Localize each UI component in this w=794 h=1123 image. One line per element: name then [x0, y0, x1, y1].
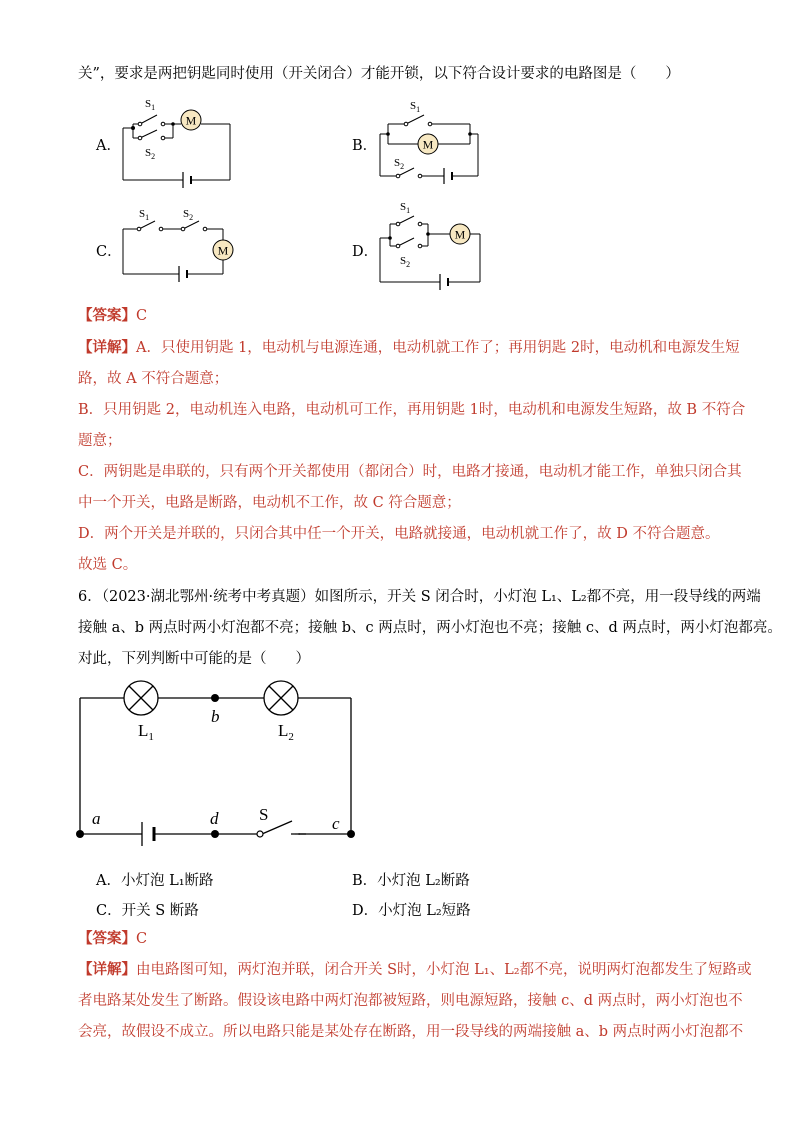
q5-stem: 关”，要求是两把钥匙同时使用（开关闭合）才能开锁，以下符合设计要求的电路图是（ ）	[78, 66, 680, 82]
svg-text:M: M	[454, 227, 466, 242]
choice-d: D．小灯泡 L₂短路	[352, 903, 471, 919]
svg-text:a: a	[92, 809, 101, 828]
svg-text:c: c	[332, 814, 340, 833]
motor-label: M	[185, 113, 197, 128]
option-b-label: B．	[352, 138, 378, 154]
svg-text:b: b	[211, 707, 220, 726]
q6-stem-line: 6．（2023·湖北鄂州·统考中考真题）如图所示，开关 S 闭合时，小灯泡 L₁、L₂都不亮，用一段导线的两端	[78, 589, 761, 605]
circuit-diagram-a	[115, 96, 240, 191]
svg-text:S1: $S_1$	[145, 98, 156, 112]
svg-text:S2: $S_2$	[394, 157, 405, 171]
svg-text:M: M	[422, 137, 434, 152]
svg-text:L2: $L_2$	[278, 721, 294, 743]
svg-text:M: M	[217, 243, 229, 258]
svg-text:L1: $L_1$	[138, 721, 154, 743]
svg-text:S2: $S_2$	[400, 255, 411, 269]
svg-text:S1: $S_1$	[139, 208, 150, 222]
q6-detail-line: 会亮，故假设不成立。所以电路只能是某处存在断路，用一段导线的两端接触 a、b 两点时两小灯泡都不	[78, 1024, 744, 1040]
option-c-label: C．	[96, 244, 122, 260]
q5-detail-line: 【详解】A．只使用钥匙 1，电动机与电源连通，电动机就工作了；再用钥匙 2时，电动机和电源发生短	[78, 339, 740, 356]
svg-text:d: d	[210, 809, 219, 828]
q5-detail-line: C．两钥匙是串联的，只有两个开关都使用（都闭合）时，电路才接通，电动机才能工作，单独只闭合其	[78, 464, 742, 480]
q6-detail-line: 【详解】由电路图可知，两灯泡并联，闭合开关 S时，小灯泡 L₁、L₂都不亮，说明两灯泡都发生了短路或	[78, 961, 752, 978]
circuit-diagram-d	[372, 198, 487, 290]
q5-detail-line: D．两个开关是并联的，只闭合其中任一个开关，电路就接通，电动机就工作了，故 D 不符合题意。	[78, 526, 720, 542]
option-a-label: A．	[96, 138, 121, 154]
choice-a: A．小灯泡 L₁断路	[96, 873, 214, 889]
q6-stem-line: 对此，下列判断中可能的是（ ）	[78, 651, 310, 667]
svg-text:S2: $S_2$	[145, 147, 156, 161]
svg-text:S1: $S_1$	[400, 201, 411, 215]
q6-detail-line: 者电路某处发生了断路。假设该电路中两灯泡都被短路，则电源短路，接触 c、d 两点时，两小灯泡也不	[78, 993, 743, 1009]
q5-detail-line: 中一个开关，电路是断路，电动机不工作，故 C 符合题意；	[78, 495, 461, 511]
svg-text:S1: $S_1$	[410, 100, 421, 114]
circuit-diagram-c	[115, 204, 240, 284]
q5-detail-line: 故选 C。	[78, 557, 138, 573]
q5-answer	[78, 306, 147, 326]
q5-detail-line: B．只用钥匙 2，电动机连入电路，电动机可工作，再用钥匙 1时，电动机和电源发生短路，故 B 不符合	[78, 402, 746, 418]
choice-b: B．小灯泡 L₂断路	[352, 873, 470, 889]
q5-detail-line: 题意；	[78, 433, 122, 449]
svg-text:S2: $S_2$	[183, 208, 194, 222]
q5-detail-line: 路，故 A 不符合题意；	[78, 371, 229, 387]
answer-tag: 【答案】	[78, 307, 136, 324]
answer-value: C	[136, 308, 148, 324]
q6-answer: 【答案】C	[78, 930, 148, 947]
choice-c: C．开关 S 断路	[96, 903, 199, 919]
option-d-label: D．	[352, 244, 379, 260]
svg-text:S: S	[259, 805, 269, 824]
q6-stem-line: 接触 a、b 两点时两小灯泡都不亮；接触 b、c 两点时，两小灯泡也不亮；接触 c、d 两点时，两小灯泡都亮。	[78, 620, 782, 636]
circuit-diagram-b	[372, 96, 487, 188]
q6-circuit-diagram	[70, 674, 370, 849]
